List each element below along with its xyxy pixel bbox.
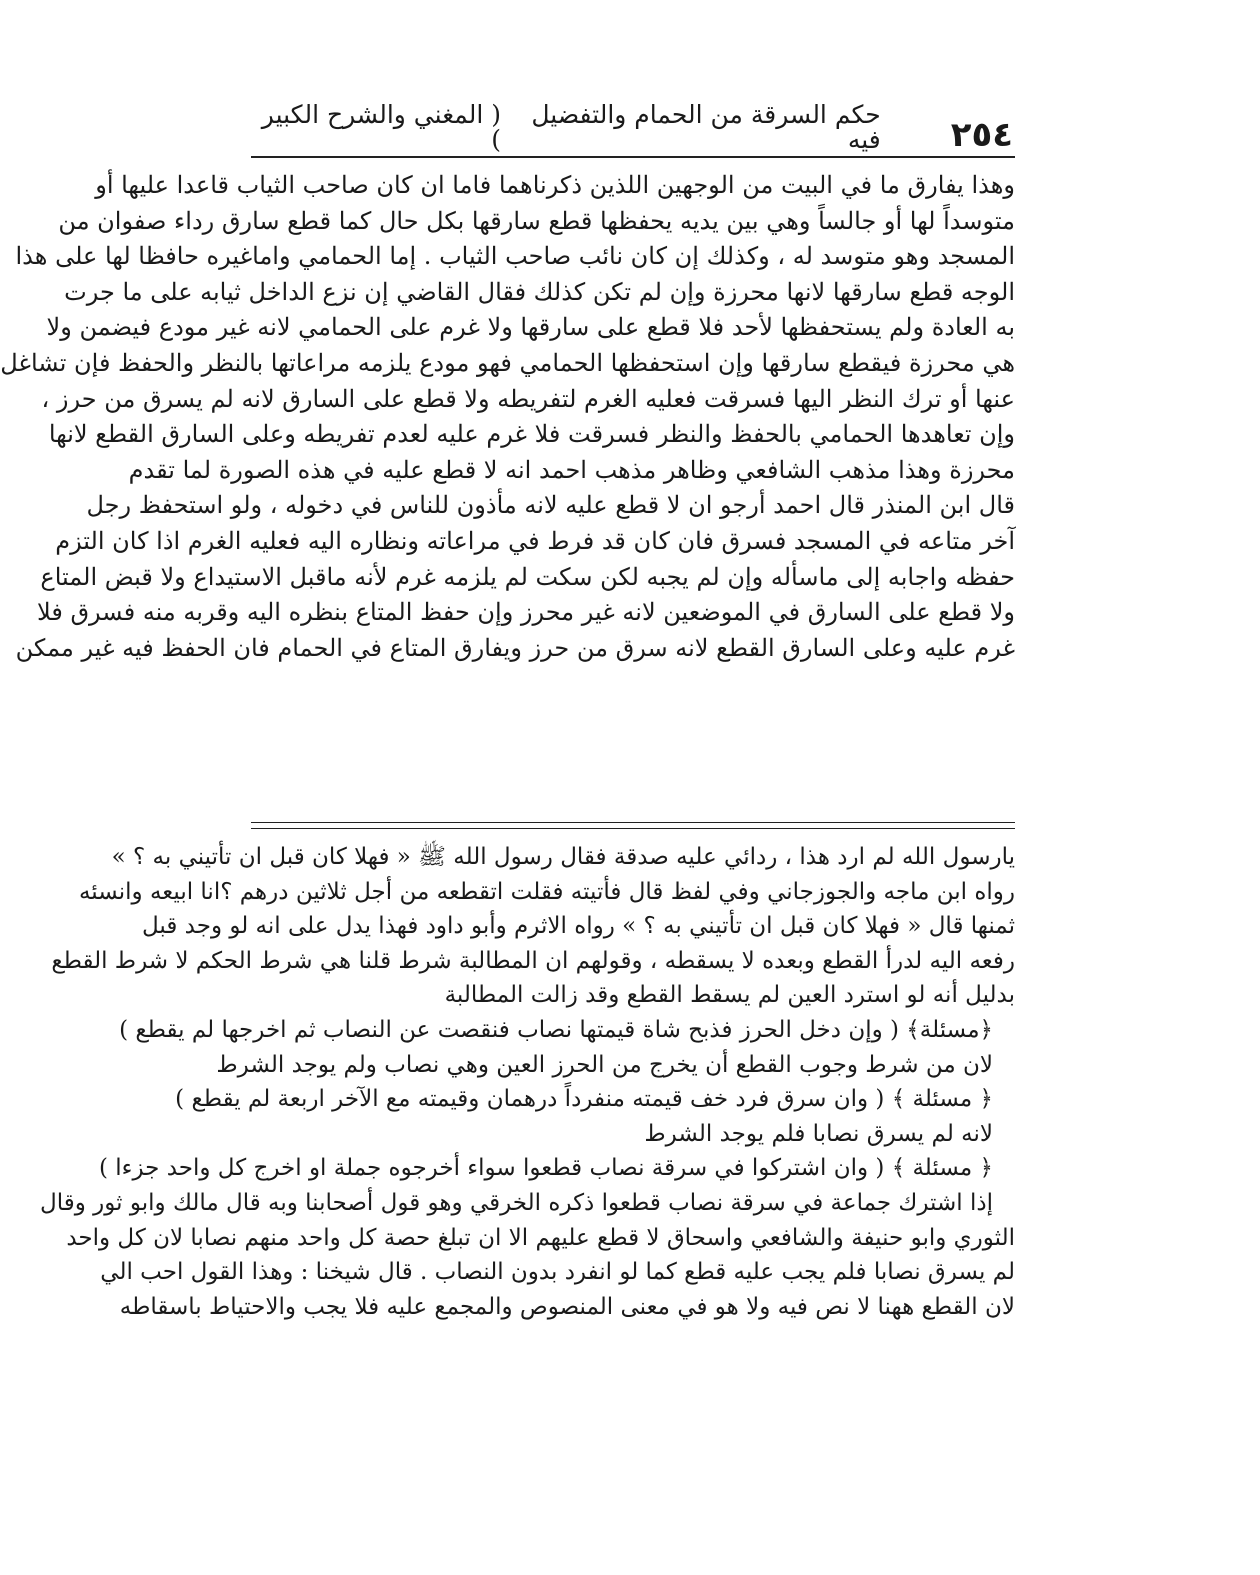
main-text-line: هي محرزة فيقطع سارقها وإن استحفظها الحمامي فهو مودع يلزمه مراعاتها بالنظر والحفظ فإن تشاغل: [0, 348, 1015, 377]
commentary-line: بدليل أنه لو استرد العين لم يسقط القطع وقد زالت المطالبة: [444, 982, 1015, 1009]
commentary-line: لان من شرط وجوب القطع أن يخرج من الحرز العين وهي نصاب ولم يوجد الشرط: [216, 1051, 993, 1078]
commentary-line: لان القطع ههنا لا نص فيه ولا هو في معنى المنصوص والمجمع عليه فلا يجب والاحتياط باسقاطه: [119, 1293, 1015, 1320]
page-number: ٢٥٤: [950, 115, 1013, 155]
main-text-line: متوسداً لها أو جالساً وهي بين يديه يحفظها قطع سارقها بكل حال كما قطع سارق رداء صفوان من: [58, 206, 1015, 235]
masala-heading: ﴿مسئلة﴾ ( وإن دخل الحرز فذبح شاة قيمتها نصاب فنقصت عن النصاب ثم اخرجها لم يقطع ): [119, 1016, 993, 1043]
commentary-line: رفعه اليه لدرأ القطع وبعده لا يسقطه ، وقولهم ان المطالبة شرط قلنا هي شرط الحكم لا شرط القطع: [51, 947, 1015, 974]
commentary-text-block: [40, 840, 1015, 1324]
commentary-line: لانه لم يسرق نصابا فلم يوجد الشرط: [644, 1120, 993, 1147]
main-text-line: ولا قطع على السارق في الموضعين لانه غير محرز وإن حفظ المتاع بنظره اليه وقربه منه فسرق فلا: [37, 598, 1015, 627]
main-text-line: المسجد وهو متوسد له ، وكذلك إن كان نائب صاحب الثياب . إما الحمامي واماغيره حافظا لها على هذا: [15, 242, 1015, 271]
main-text-line: الوجه قطع سارقها لانها محرزة وإن لم تكن كذلك فقال القاضي إن نزع الداخل ثيابه على ما جرت: [64, 277, 1015, 306]
main-text-line: محرزة وهذا مذهب الشافعي وظاهر مذهب احمد انه لا قطع عليه في هذه الصورة لما تقدم: [128, 455, 1015, 484]
main-text-line: غرم عليه وعلى السارق القطع لانه سرق من حرز ويفارق المتاع في الحمام فان الحفظ فيه غير ممكن: [15, 633, 1015, 662]
commentary-line: الثوري وابو حنيفة والشافعي واسحاق لا قطع عليهم الا ان تبلغ حصة كل واحد منهم نصابا لان كل واحد: [66, 1224, 1015, 1251]
main-text-block: [0, 168, 1015, 666]
main-text-line: قال ابن المنذر قال احمد أرجو ان لا قطع عليه لانه مأذون للناس في دخوله ، ولو استحفظ رجل: [86, 491, 1015, 520]
masala-heading: ﴿ مسئلة ﴾ ( وان سرق فرد خف قيمته منفرداً درهمان وقيمته مع الآخر اربعة لم يقطع ): [175, 1086, 993, 1113]
main-text-line: عنها أو ترك النظر اليها فسرقت فعليه الغرم لتفريطه ولا قطع على السارق لانه لم يسرق من حرز ،: [41, 384, 1015, 413]
masala-heading: ﴿ مسئلة ﴾ ( وان اشتركوا في سرقة نصاب قطعوا سواء أخرجوه جملة او اخرج كل واحد جزءا ): [99, 1155, 993, 1182]
book-title: ( المغني والشرح الكبير ): [261, 100, 501, 154]
commentary-line: يارسول الله لم ارد هذا ، ردائي عليه صدقة فقال رسول الله ﷺ « فهلا كان قبل ان تأتيني به ؟ »: [111, 844, 1015, 870]
commentary-line: إذا اشترك جماعة في سرقة نصاب قطعوا ذكره الخرقي وهو قول أصحابنا وبه قال مالك وابو ثور وقال: [40, 1189, 993, 1216]
main-text-line: به العادة ولم يستحفظها لأحد فلا قطع على سارقها ولا غرم على الحمامي لانه غير مودع فيضمن ولا: [46, 313, 1015, 342]
header-divider: [251, 156, 1015, 158]
running-title: حكم السرقة من الحمام والتفضيل فيه: [531, 100, 881, 154]
commentary-line: لم يسرق نصابا فلم يجب عليه قطع كما لو انفرد بدون النصاب . قال شيخنا : وهذا القول احب الي: [100, 1259, 1015, 1286]
main-text-line: آخر متاعه في المسجد فسرق فان كان قد فرط في مراعاته ونظاره اليه فعليه الغرم اذا كان التزم: [55, 526, 1015, 555]
commentary-line: ثمنها قال « فهلا كان قبل ان تأتيني به ؟ » رواه الاثرم وأبو داود فهذا يدل على انه لو وجد قبل: [141, 913, 1015, 940]
main-text-line: حفظه واجابه إلى ماسأله وإن لم يجبه لكن سكت لم يلزمه غرم لأنه ماقبل الاستيداع ولا قبض المتاع: [40, 562, 1015, 591]
section-divider: [251, 822, 1015, 829]
main-text-line: وإن تعاهدها الحمامي بالحفظ والنظر فسرقت فلا غرم عليه لعدم تفريطه وعلى السارق القطع لانها: [48, 420, 1015, 449]
main-text-line: وهذا يفارق ما في البيت من الوجهين اللذين ذكرناهما فاما ان كان صاحب الثياب قاعدا عليها أو: [95, 171, 1015, 199]
commentary-line: رواه ابن ماجه والجوزجاني وفي لفظ قال فأتيته فقلت اتقطعه من أجل ثلاثين درهم ؟انا ابيعه وانسئه: [78, 878, 1015, 905]
page-header: [251, 100, 1013, 155]
